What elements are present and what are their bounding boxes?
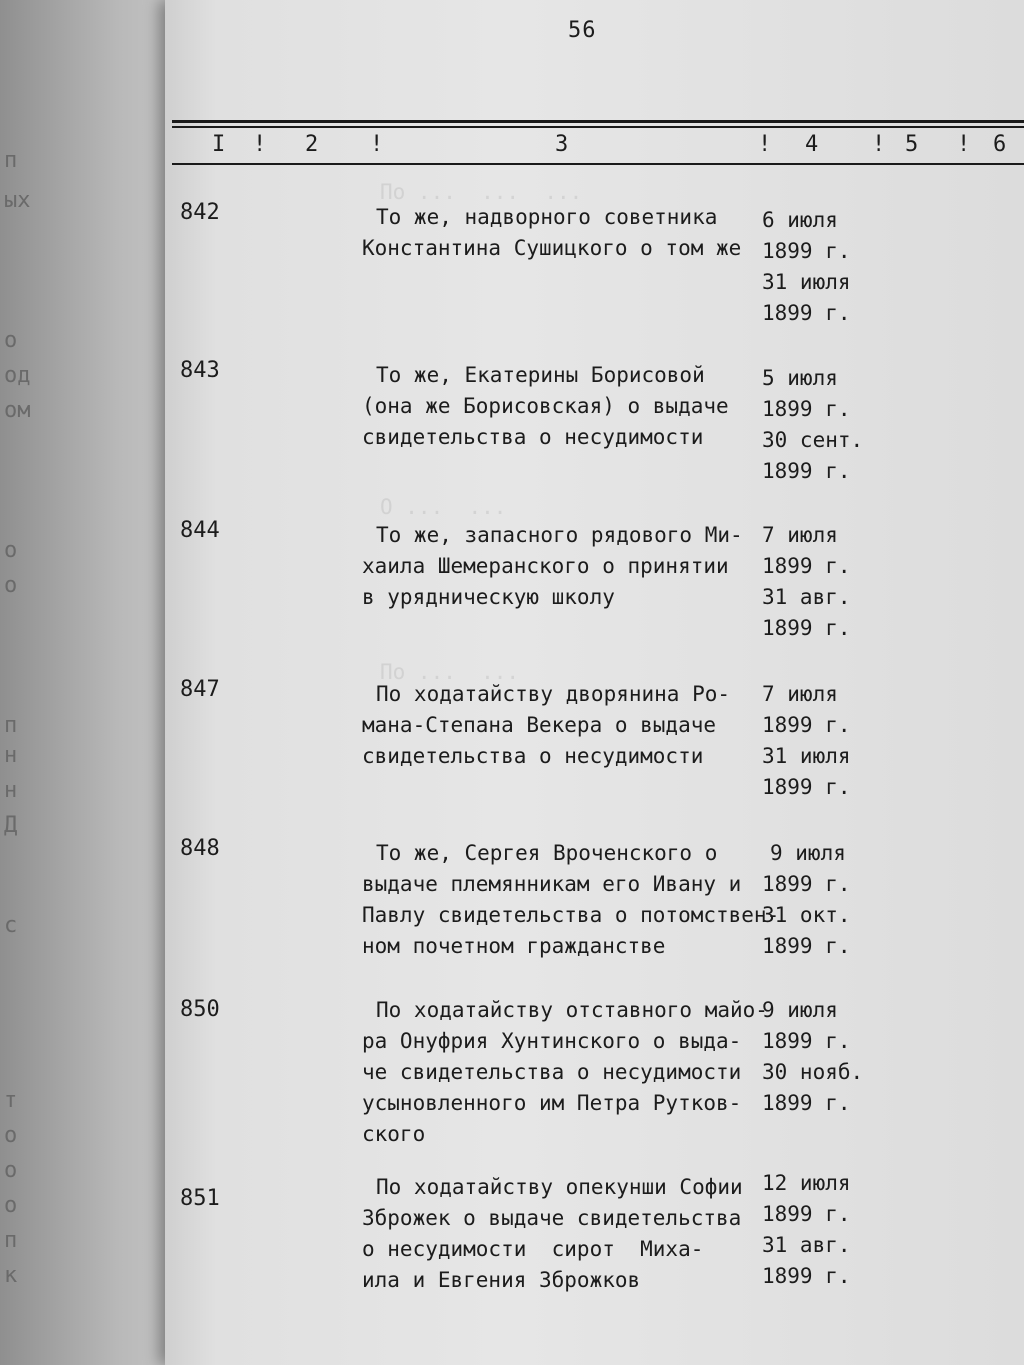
date-line: 1899 г.: [762, 1264, 851, 1288]
date-line: 31 июля: [762, 744, 851, 768]
record-description: [362, 1172, 762, 1296]
description-line: о несудимости сирот Миха-: [362, 1237, 704, 1261]
header-top-rule-2: [172, 126, 1024, 128]
description-line: То же, запасного рядового Ми-: [376, 523, 743, 547]
bleed-through-text: По ... ...: [380, 660, 520, 684]
description-line: По ходатайству отставного майо-: [376, 998, 768, 1022]
header-separator: !: [957, 132, 971, 157]
description-line: хаила Шемеранского о принятии: [362, 554, 729, 578]
date-line: 1899 г.: [762, 1029, 851, 1053]
record-description: [362, 838, 780, 962]
description-line: че свидетельства о несудимости: [362, 1060, 742, 1084]
description-line: То же, Екатерины Борисовой: [376, 363, 705, 387]
record-number: 844: [180, 518, 220, 543]
header-col-4: 4: [805, 132, 819, 157]
date-line: 31 авг.: [762, 1233, 851, 1257]
description-line: Павлу свидетельства о потомствен-: [362, 903, 780, 927]
description-line: ила и Евгения Зброжков: [362, 1268, 641, 1292]
header-separator: !: [872, 132, 886, 157]
header-separator: !: [253, 132, 267, 157]
date-line: 1899 г.: [762, 934, 851, 958]
description-line: усыновленного им Петра Рутков-: [362, 1091, 742, 1115]
record-description: [362, 202, 762, 264]
description-line: (она же Борисовская) о выдаче: [362, 394, 729, 418]
date-line: 1899 г.: [762, 459, 851, 483]
description-line: По ходатайству дворянина Ро-: [376, 682, 731, 706]
header-top-rule: [172, 120, 1024, 123]
record-dates: [762, 995, 882, 1119]
date-line: 1899 г.: [762, 239, 851, 263]
date-line: 7 июля: [762, 682, 838, 706]
date-line: 1899 г.: [762, 554, 851, 578]
record-number: 850: [180, 997, 220, 1022]
header-bottom-rule: [172, 163, 1024, 165]
date-line: 1899 г.: [762, 616, 851, 640]
bleed-through-text: О ... ...: [380, 495, 507, 519]
record-description: [362, 679, 762, 772]
record-description: [362, 995, 768, 1150]
page-number: 56: [568, 18, 597, 43]
header-col-6: 6: [993, 132, 1007, 157]
date-line: 31 окт.: [762, 903, 851, 927]
description-line: Константина Сушицкого о том же: [362, 236, 742, 260]
record-number: 847: [180, 677, 220, 702]
underlying-page-marks: п ых о од ом о о п н н Д с т о о о п к: [4, 148, 31, 1288]
date-line: 12 июля: [762, 1171, 851, 1195]
record-dates: [762, 363, 882, 487]
date-line: 31 авг.: [762, 585, 851, 609]
date-line: 1899 г.: [762, 1091, 851, 1115]
record-number: 843: [180, 358, 220, 383]
header-col-5: 5: [905, 132, 919, 157]
header-separator: !: [370, 132, 384, 157]
description-line: свидетельства о несудимости: [362, 744, 704, 768]
header-col-3: 3: [555, 132, 569, 157]
record-dates: [762, 679, 882, 803]
description-line: мана-Степана Векера о выдаче: [362, 713, 717, 737]
description-line: выдаче племянникам его Ивану и: [362, 872, 742, 896]
description-line: ра Онуфрия Хунтинского о выда-: [362, 1029, 742, 1053]
date-line: 31 июля: [762, 270, 851, 294]
date-line: 1899 г.: [762, 872, 851, 896]
date-line: 1899 г.: [762, 301, 851, 325]
record-dates: [762, 520, 882, 644]
date-line: 5 июля: [762, 366, 838, 390]
record-dates: [762, 205, 882, 329]
record-dates: [762, 838, 882, 962]
record-dates: [762, 1168, 882, 1292]
description-line: По ходатайству опекунши Софии: [376, 1175, 743, 1199]
description-line: свидетельства о несудимости: [362, 425, 704, 449]
date-line: 9 июля: [770, 841, 846, 865]
record-description: [362, 520, 762, 613]
date-line: 1899 г.: [762, 775, 851, 799]
description-line: в урядническую школу: [362, 585, 615, 609]
date-line: 1899 г.: [762, 397, 851, 421]
date-line: 1899 г.: [762, 713, 851, 737]
date-line: 6 июля: [762, 208, 838, 232]
header-col-1: I: [212, 132, 226, 157]
description-line: То же, Сергея Вроченского о: [376, 841, 718, 865]
bleed-through-text: По ... ... ...: [380, 180, 583, 204]
description-line: ном почетном гражданстве: [362, 934, 666, 958]
date-line: 1899 г.: [762, 1202, 851, 1226]
record-number: 848: [180, 836, 220, 861]
description-line: ского: [362, 1122, 426, 1146]
header-col-2: 2: [305, 132, 319, 157]
date-line: 30 сент.: [762, 428, 864, 452]
header-separator: !: [758, 132, 772, 157]
description-line: Зброжек о выдаче свидетельства: [362, 1206, 742, 1230]
record-number: 842: [180, 200, 220, 225]
record-description: [362, 360, 762, 453]
date-line: 9 июля: [762, 998, 838, 1022]
date-line: 30 нояб.: [762, 1060, 864, 1084]
description-line: То же, надворного советника: [376, 205, 718, 229]
date-line: 7 июля: [762, 523, 838, 547]
record-number: 851: [180, 1186, 220, 1211]
